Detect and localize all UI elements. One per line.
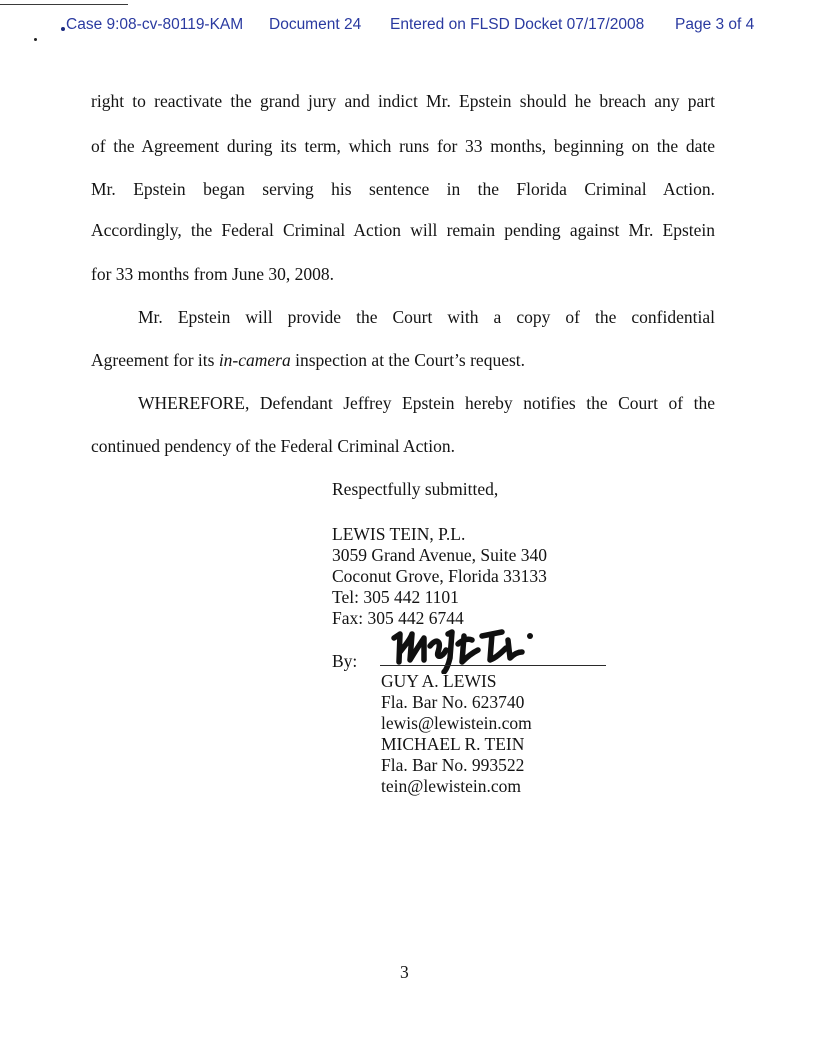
paragraph-line: Mr. Epstein will provide the Court with a copy of the confidential <box>138 307 715 327</box>
bar-number: Fla. Bar No. 993522 <box>381 755 525 775</box>
body-line: Mr. Epstein began serving his sentence in the Florida Criminal Action. <box>91 179 715 199</box>
italic-term: in-camera <box>218 350 291 370</box>
telephone: Tel: 305 442 1101 <box>332 587 459 607</box>
bar-number: Fla. Bar No. 623740 <box>381 692 525 712</box>
address-line: Coconut Grove, Florida 33133 <box>332 566 547 586</box>
attorney-name: MICHAEL R. TEIN <box>381 734 525 754</box>
text-run: Agreement for its <box>91 350 219 370</box>
page-indicator: Page 3 of 4 <box>675 16 755 33</box>
signature-line <box>380 665 606 666</box>
scan-speck <box>34 38 37 41</box>
body-line: of the Agreement during its term, which runs for 33 months, beginning on the date <box>91 136 715 156</box>
attorney-name: GUY A. LEWIS <box>381 671 497 691</box>
page-number: 3 <box>400 962 409 982</box>
address-line: 3059 Grand Avenue, Suite 340 <box>332 545 547 565</box>
docket-entry-date: Entered on FLSD Docket 07/17/2008 <box>390 16 645 33</box>
case-number: Case 9:08-cv-80119-KAM <box>66 16 244 33</box>
by-label: By: <box>332 651 358 671</box>
header-speck <box>61 27 65 31</box>
firm-name: LEWIS TEIN, P.L. <box>332 524 466 544</box>
paragraph-line: WHEREFORE, Defendant Jeffrey Epstein hereby notifies the Court of the <box>138 393 715 413</box>
closing-salutation: Respectfully submitted, <box>332 479 499 499</box>
text-run: inspection at the Court’s request. <box>290 350 526 370</box>
document-number: Document 24 <box>269 16 362 33</box>
body-line: right to reactivate the grand jury and indict Mr. Epstein should he breach any part <box>91 91 715 111</box>
attorney-email: tein@lewistein.com <box>381 776 522 796</box>
handwritten-signature <box>390 622 540 674</box>
paragraph-line: continued pendency of the Federal Criminal Action. <box>91 436 455 456</box>
top-border-rule <box>0 4 128 5</box>
paragraph-line <box>91 352 715 370</box>
fax: Fax: 305 442 6744 <box>332 608 464 628</box>
body-line: for 33 months from June 30, 2008. <box>91 264 335 284</box>
body-line: Accordingly, the Federal Criminal Action will remain pending against Mr. Epstein <box>91 220 715 240</box>
attorney-email: lewis@lewistein.com <box>381 713 532 733</box>
